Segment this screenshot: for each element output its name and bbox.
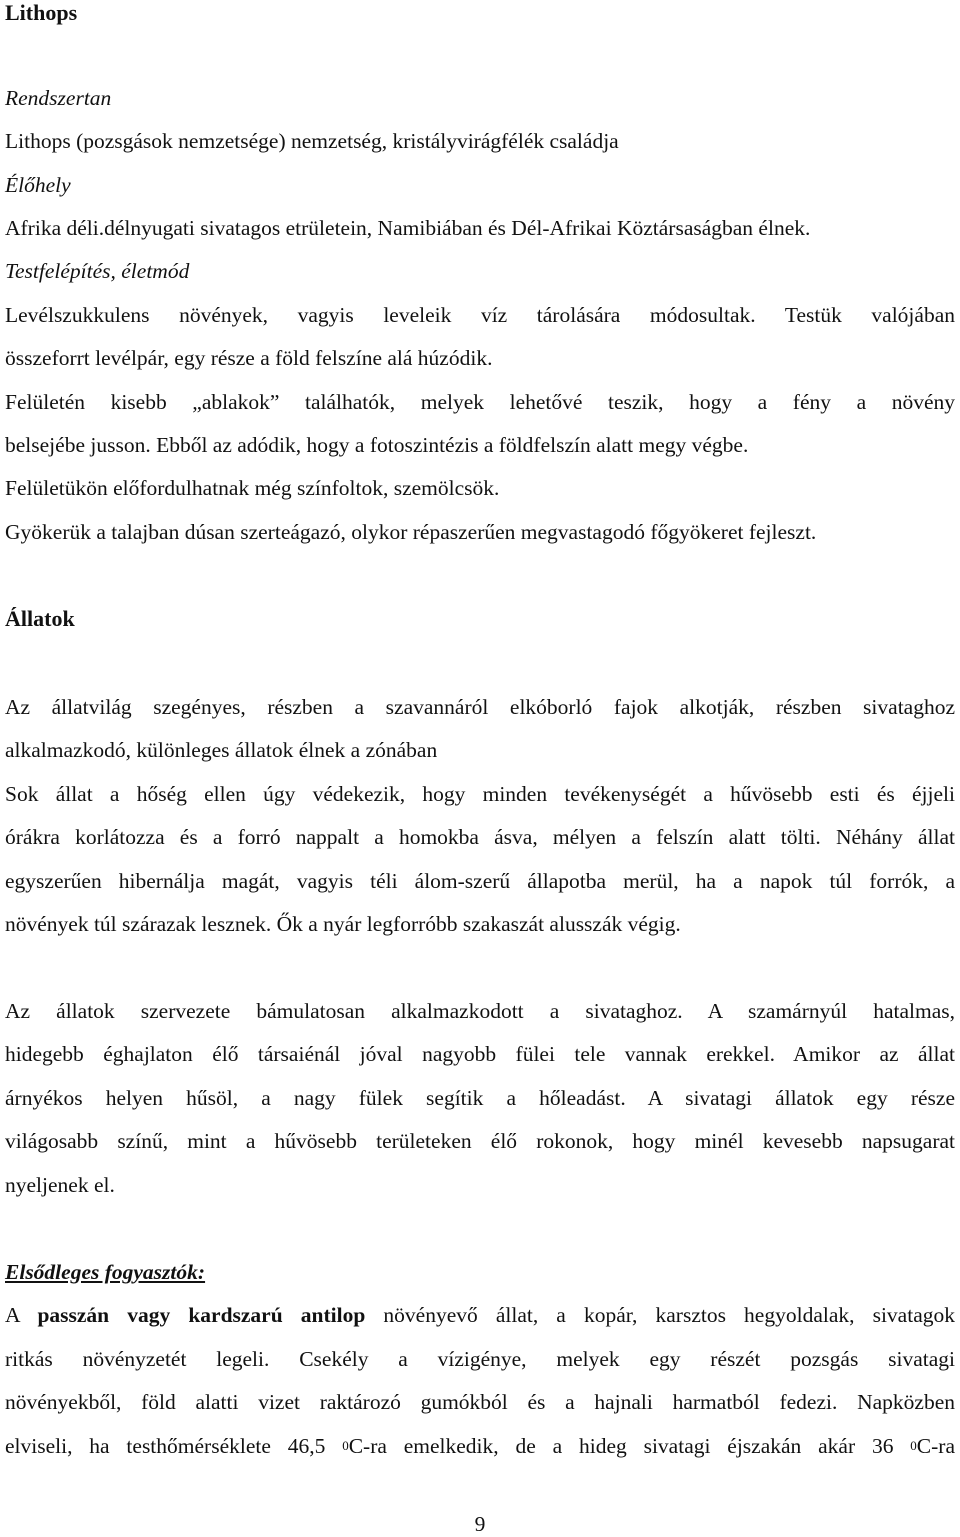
text-span: növényevő állat, a kopár, karsztos hegyoldalak, sivatagok [365,1303,955,1327]
paragraph-line: Sok állat a hőség ellen úgy védekezik, hogy minden tevékenységét a hűvösebb esti és éjjeli [5,782,955,806]
heading-allatok: Állatok [5,606,75,631]
paragraph-line: belsejébe jusson. Ebből az adódik, hogy a fotoszintézis a földfelszín alatt megy végbe. [5,433,749,457]
text-span: A [5,1303,38,1327]
paragraph-line: árnyékos helyen hűsöl, a nagy fülek segítik a hőleadást. A sivatagi állatok egy része [5,1086,955,1110]
paragraph-line: világosabb színű, mint a hűvösebb területeken élő rokonok, hogy minél kevesebb napsugarat [5,1129,955,1153]
paragraph-line: növények túl szárazak lesznek. Ők a nyár legforróbb szakaszát alusszák végig. [5,912,681,936]
page-number: 9 [474,1512,486,1536]
paragraph-line [5,1302,955,1328]
heading-testfelepites: Testfelépítés, életmód [5,259,190,283]
paragraph-line: Felületükön előfordulhatnak még színfoltok, szemölcsök. [5,476,500,500]
paragraph-line: összeforrt levélpár, egy része a föld felszíne alá húzódik. [5,346,493,370]
paragraph-line: nyeljenek el. [5,1173,115,1197]
paragraph-line: növényekből, föld alatti vizet raktározó gumókból és a hajnali harmatból fedezi. Napközben [5,1390,955,1414]
paragraph-line: Levélszukkulens növények, vagyis leveleik víz tárolására módosultak. Testük valójában [5,303,955,327]
text-rendszertan: Lithops (pozsgások nemzetsége) nemzetség, kristályvirágfélék családja [5,129,619,153]
bold-species-name: passzán vagy kardszarú antilop [37,1303,366,1327]
paragraph-line: Felületén kisebb „ablakok” találhatók, melyek lehetővé teszik, hogy a fény a növény [5,390,955,414]
paragraph-line: hidegebb éghajlaton élő társaiénál jóval nagyobb fülei tele vannak erekkel. Amikor az állat [5,1042,955,1066]
paragraph-line: Az állatvilág szegényes, részben a szavannáról elkóborló fajok alkotják, részben sivataghoz [5,695,955,719]
heading-rendszertan: Rendszertan [5,86,112,110]
text-span: C-ra emelkedik, de a hideg sivatagi éjszakán akár 36 [348,1434,911,1458]
heading-elsodleges-fogyasztok: Elsődleges fogyasztók: [5,1260,206,1284]
heading-elohely: Élőhely [5,173,71,197]
text-elohely: Afrika déli.délnyugati sivatagos etrületein, Namibiában és Dél-Afrikai Köztársaságban élnek. [5,216,811,240]
paragraph-line: ritkás növényzetét legeli. Csekély a vízigénye, melyek egy részét pozsgás sivatagi [5,1347,955,1371]
superscript-degree: 0 [342,1438,349,1453]
paragraph-line: órákra korlátozza és a forró nappalt a homokba ásva, mélyen a felszín alatt tölti. Néhány állat [5,825,955,849]
superscript-degree: 0 [910,1438,917,1453]
text-span: elviseli, ha testhőmérséklete 46,5 [5,1434,343,1458]
page-title: Lithops [5,0,78,25]
paragraph-line: Az állatok szervezete bámulatosan alkalmazkodott a sivataghoz. A szamárnyúl hatalmas, [5,999,955,1023]
paragraph-line: Gyökerük a talajban dúsan szerteágazó, olykor répaszerűen megvastagodó főgyökeret fejleszt. [5,520,817,544]
paragraph-line: alkalmazkodó, különleges állatok élnek a zónában [5,738,438,762]
text-span: C-ra [916,1434,955,1458]
paragraph-line [5,1433,955,1459]
paragraph-line: egyszerűen hibernálja magát, vagyis téli álom-szerű állapotba merül, ha a napok túl forrók, a [5,869,955,893]
